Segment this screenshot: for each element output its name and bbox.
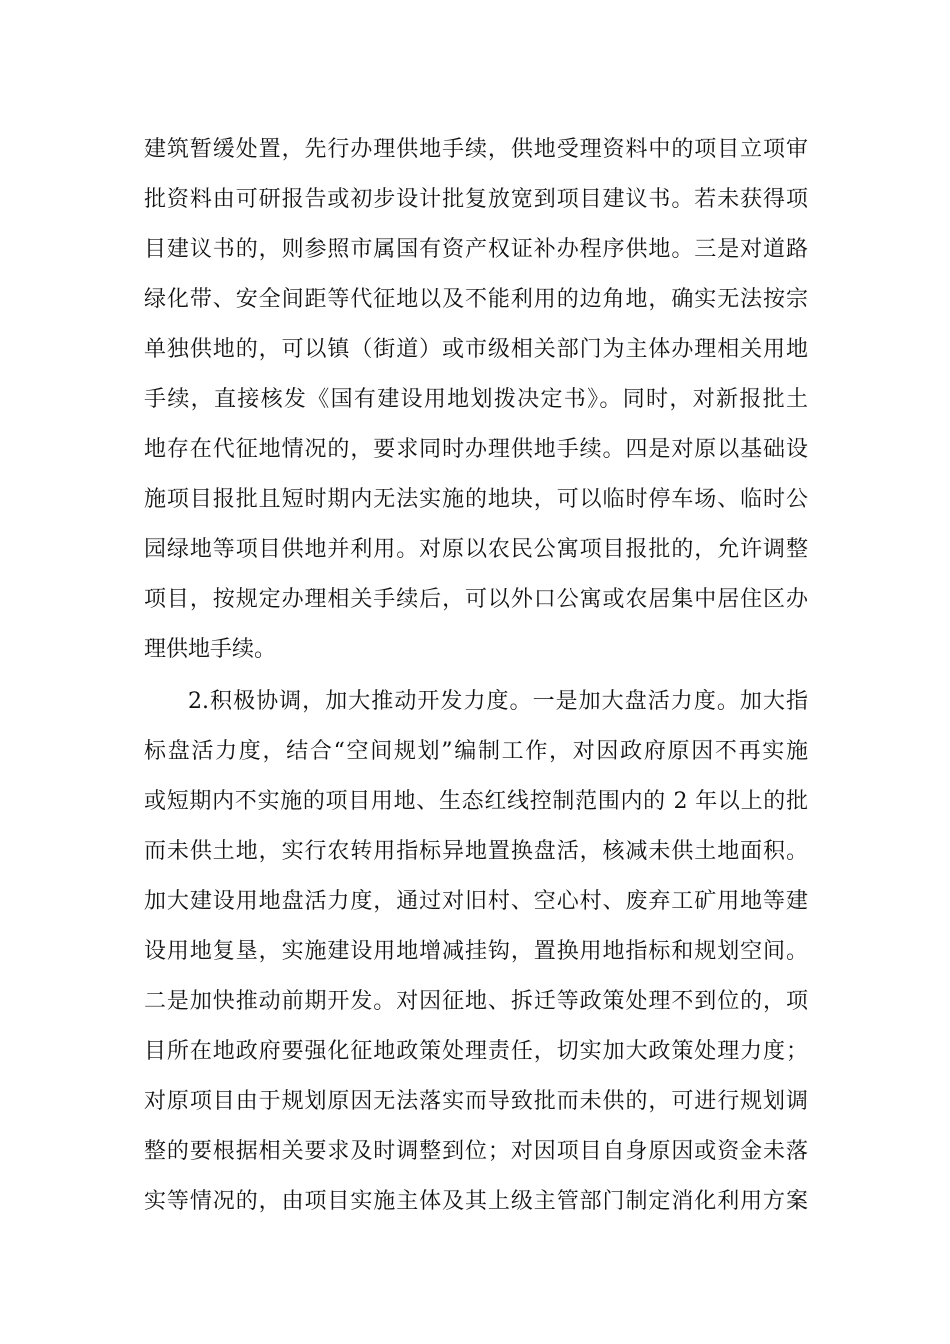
text-line: 建筑暂缓处置，先行办理供地手续，供地受理资料中的项目立项审 xyxy=(144,137,808,162)
document-page xyxy=(144,125,808,1227)
text-line: 目建议书的，则参照市属国有资产权证补办程序供地。三是对道路 xyxy=(144,237,808,262)
text-line: 理供地手续。 xyxy=(144,637,277,662)
text-line: 而未供土地，实行农转用指标异地置换盘活，核减未供土地面积。 xyxy=(144,839,808,864)
text-line: 整的要根据相关要求及时调整到位；对因项目自身原因或资金未落 xyxy=(144,1139,808,1164)
text-line: 目所在地政府要强化征地政策处理责任，切实加大政策处理力度； xyxy=(144,1039,808,1064)
text-line: 单独供地的，可以镇（街道）或市级相关部门为主体办理相关用地 xyxy=(144,337,808,362)
text-line: 批资料由可研报告或初步设计批复放宽到项目建议书。若未获得项 xyxy=(144,187,808,212)
text-line: 项目，按规定办理相关手续后，可以外口公寓或农居集中居住区办 xyxy=(144,587,808,612)
text-line: 二是加快推动前期开发。对因征地、拆迁等政策处理不到位的，项 xyxy=(144,989,808,1014)
paragraph-2 xyxy=(144,677,808,1227)
paragraph-1 xyxy=(144,125,808,675)
text-line: 实等情况的，由项目实施主体及其上级主管部门制定消化利用方案 xyxy=(144,1189,808,1214)
text-line: 加大建设用地盘活力度，通过对旧村、空心村、废弃工矿用地等建 xyxy=(144,889,808,914)
text-line: 绿化带、安全间距等代征地以及不能利用的边角地，确实无法按宗 xyxy=(144,287,808,312)
text-line: 标盘活力度，结合“空间规划”编制工作，对因政府原因不再实施 xyxy=(144,739,808,764)
text-line: 2.积极协调，加大推动开发力度。一是加大盘活力度。加大指 xyxy=(188,689,808,714)
text-line: 手续，直接核发《国有建设用地划拨决定书》。同时，对新报批土 xyxy=(144,387,808,412)
text-line: 或短期内不实施的项目用地、生态红线控制范围内的 2 年以上的批 xyxy=(144,789,808,814)
text-line: 对原项目由于规划原因无法落实而导致批而未供的，可进行规划调 xyxy=(144,1089,808,1114)
text-line: 施项目报批且短时期内无法实施的地块，可以临时停车场、临时公 xyxy=(144,487,808,512)
text-line: 地存在代征地情况的，要求同时办理供地手续。四是对原以基础设 xyxy=(144,437,808,462)
text-line: 设用地复垦，实施建设用地增减挂钩，置换用地指标和规划空间。 xyxy=(144,939,808,964)
text-line: 园绿地等项目供地并利用。对原以农民公寓项目报批的，允许调整 xyxy=(144,537,808,562)
